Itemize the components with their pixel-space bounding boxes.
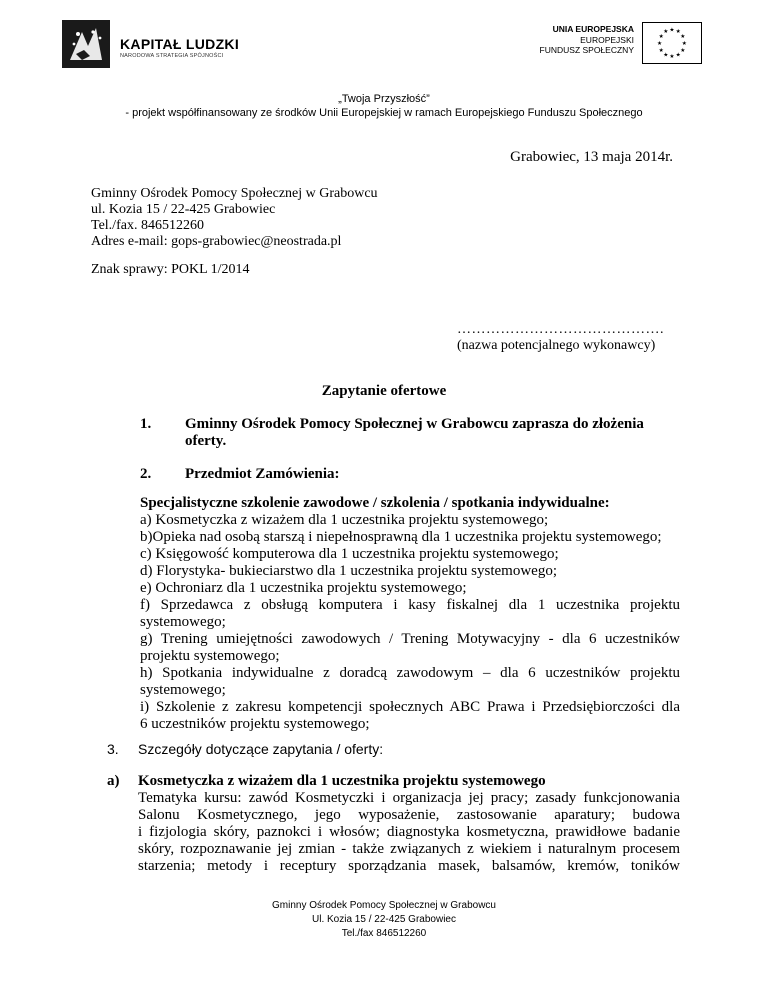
footer-line-2: Ul. Kozia 15 / 22-425 Grabowiec [312,914,456,925]
section-2-number: 2. [140,466,152,482]
subject-line: c) Księgowość komputerowa dla 1 uczestnika projektu systemowego; [140,546,559,562]
sender-phone: Tel./fax. 846512260 [91,218,204,233]
section-1-text [185,416,685,450]
svg-text:★: ★ [675,52,681,59]
eu-logo-text [540,24,634,56]
section-a-line: skóry, rozpoznawanie jej zmian - także związanych z wiekiem i naturalnym procesem [138,841,680,857]
sender-address: ul. Kozia 15 / 22-425 Grabowiec [91,202,276,217]
kapital-ludzki-logo [62,20,262,68]
footer-line-1: Gminny Ośrodek Pomocy Społecznej w Grabowcu [272,900,496,911]
sender-email: Adres e-mail: gops-grabowiec@neostrada.pl [91,234,342,249]
section-2-text: Przedmiot Zamówienia: [185,466,340,482]
eu-line-3: FUNDUSZ SPOŁECZNY [539,45,634,55]
date-line: Grabowiec, 13 maja 2014r. [510,149,673,165]
svg-text:★: ★ [675,29,681,36]
section-3 [107,741,383,757]
section-a-label: a) [107,773,120,789]
section-a-line: Tematyka kursu: zawód Kosmetyczki i organizacja jej pracy; zasady funkcjonowania [138,790,680,806]
section-3-number: 3. [107,741,119,757]
sender-name: Gminny Ośrodek Pomocy Społecznej w Grabowcu [91,186,378,201]
subject-header: Specjalistyczne szkolenie zawodowe / szkolenia / spotkania indywidualne: [140,495,610,511]
section-a-line: i fizjologia skóry, paznokci i włosów; diagnostyka kosmetyczna, prawidłowe badanie [138,824,680,840]
eu-flag-icon [642,22,702,64]
subject-line: h) Spotkania indywidualne z doradcą zawodowym – dla 6 uczestników projektu [140,665,680,681]
eu-line-2: EUROPEJSKI [580,34,634,45]
svg-text:★: ★ [663,52,669,59]
subject-line: e) Ochroniarz dla 1 uczestnika projektu systemowego; [140,580,467,596]
subject-line: f) Sprzedawca z obsługą komputera i kasy fiskalnej dla 1 uczestnika projektu [140,597,680,613]
section-a-line: Salonu Kosmetycznego, jego wyposażenie, zastosowanie aparatury; budowa [138,807,680,823]
svg-text:★: ★ [658,48,664,55]
svg-text:★: ★ [669,54,675,61]
subject-line: i) Szkolenie z zakresu kompetencji społecznych ABC Prawa i Przedsiębiorczości dla [140,699,680,715]
svg-text:★: ★ [681,40,687,47]
svg-text:★: ★ [669,27,675,34]
subject-line: d) Florystyka- bukieciarstwo dla 1 uczestnika projektu systemowego; [140,563,557,579]
section-3-text: Szczegóły dotyczące zapytania / oferty: [138,741,384,757]
section-a-line: starzenia; metody i receptury sporządzania masek, balsamów, kremów, toników [138,858,680,874]
project-title: „Twoja Przyszłość” [338,93,430,105]
section-1 [140,416,680,452]
svg-text:★: ★ [658,33,664,40]
case-reference: Znak sprawy: POKL 1/2014 [91,262,250,277]
order-subject-list [140,495,680,733]
contractor-name-blank: ……………………………………. [457,322,664,337]
sender-address-block [91,186,378,250]
section-1-line-2: oferty. [185,433,227,449]
eu-line-1: UNIA EUROPEJSKA [552,24,634,34]
section-a-title: Kosmetyczka z wizażem dla 1 uczestnika projektu systemowego [138,773,546,789]
subject-line: projektu systemowego; [140,648,280,664]
subject-line: 6 uczestników projektu systemowego; [140,716,370,732]
subject-line: g) Trening umiejętności zawodowych / Trening Motywacyjny - dla 6 uczestników [140,631,680,647]
svg-text:★: ★ [657,40,663,47]
section-a-body [138,790,680,875]
footer-line-3: Tel./fax 846512260 [341,928,427,939]
kapital-ludzki-flag-icon [62,20,110,68]
contractor-name-label: (nazwa potencjalnego wykonawcy) [457,338,656,353]
section-1-line-1: Gminny Ośrodek Pomocy Społecznej w Grabowcu zaprasza do złożenia [185,416,644,432]
project-cofinancing-note: - projekt współfinansowany ze środków Unii Europejskiej w ramach Europejskiego Funduszu Społecznego [125,107,643,119]
section-1-number: 1. [140,416,152,432]
svg-text:★: ★ [663,29,669,36]
kapital-ludzki-title: KAPITAŁ LUDZKI [120,36,240,52]
document-heading: Zapytanie ofertowe [321,383,447,399]
svg-text:★: ★ [680,33,686,40]
kapital-ludzki-subtitle: NARODOWA STRATEGIA SPÓJNOŚCI [120,53,224,59]
subject-line: systemowego; [140,682,226,698]
page-footer [0,899,768,941]
subject-line: systemowego; [140,614,226,630]
subject-line: a) Kosmetyczka z wizażem dla 1 uczestnika projektu systemowego; [140,512,549,528]
section-2 [140,466,680,484]
svg-text:★: ★ [680,48,686,55]
subject-line: b)Opieka nad osobą starszą i niepełnosprawną dla 1 uczestnika projektu systemowego; [140,529,662,545]
